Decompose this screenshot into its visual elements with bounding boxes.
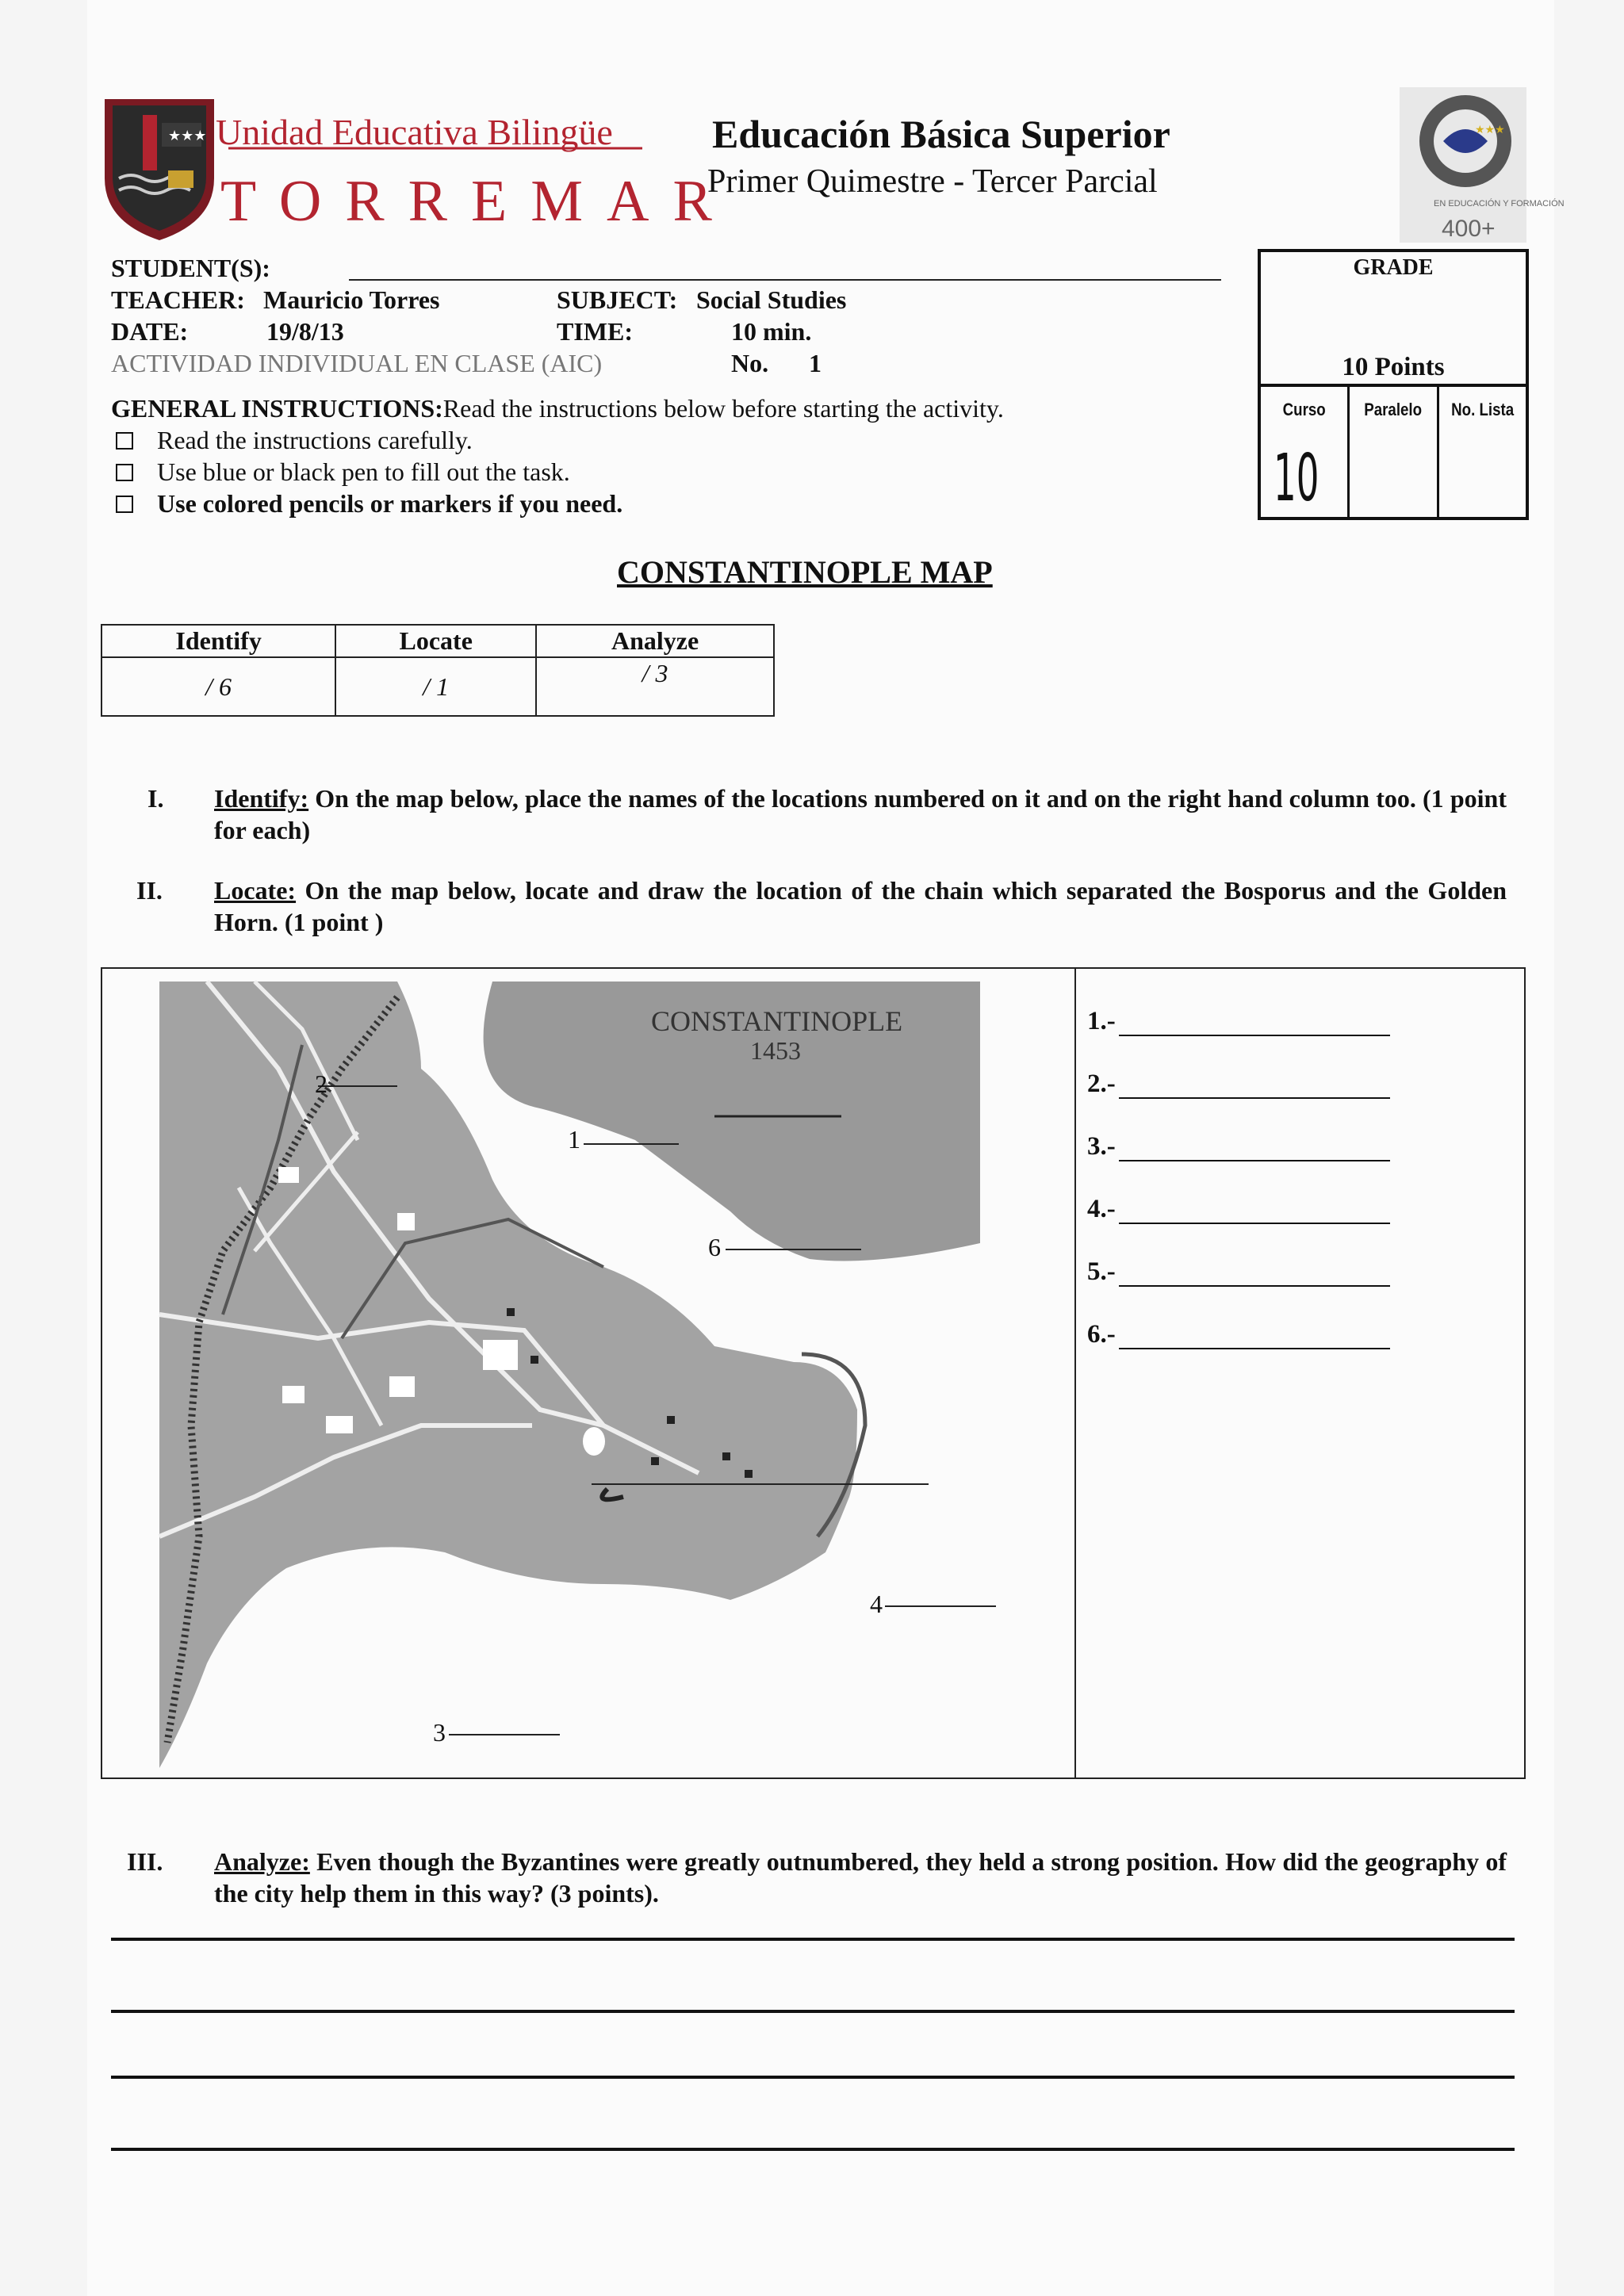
lista-cell[interactable] bbox=[1439, 384, 1526, 520]
question-text: On the map below, place the names of the locations numbered on it and on the right hand column too. (1 point for each) bbox=[214, 784, 1507, 844]
grade-label: GRADE bbox=[1353, 255, 1434, 280]
answer-line[interactable] bbox=[1087, 1195, 1390, 1224]
grade-box bbox=[1258, 249, 1529, 520]
date-label: DATE: bbox=[111, 317, 189, 346]
answer-writing-line[interactable] bbox=[111, 2010, 1515, 2013]
cert-text: EN EDUCACIÓN Y FORMACIÓN bbox=[1434, 199, 1565, 209]
question-text: Even though the Byzantines were greatly outnumbered, they held a strong position. How did the geography of the city help them in this way? (3 points). bbox=[214, 1847, 1507, 1908]
instruction-item bbox=[116, 457, 570, 487]
curso-label: Curso bbox=[1282, 400, 1326, 419]
answer-number: 3.- bbox=[1087, 1132, 1116, 1161]
page-title: Educación Básica Superior bbox=[712, 112, 1170, 156]
question-number: II. bbox=[136, 876, 163, 905]
checkbox-icon[interactable] bbox=[116, 464, 133, 481]
constantinople-map[interactable] bbox=[159, 982, 984, 1768]
score-cell[interactable]: / 6 bbox=[102, 657, 335, 716]
instructions-intro: Read the instructions below before starting the activity. bbox=[442, 394, 1004, 423]
cert-number: 400+ bbox=[1442, 216, 1496, 242]
instruction-item bbox=[116, 426, 473, 455]
svg-text:★★★: ★★★ bbox=[1475, 124, 1505, 136]
question-number: III. bbox=[127, 1847, 163, 1876]
teacher-value: Mauricio Torres bbox=[263, 285, 440, 314]
answer-line[interactable] bbox=[1087, 1320, 1390, 1349]
answer-number: 2.- bbox=[1087, 1070, 1116, 1098]
checkbox-icon[interactable] bbox=[116, 496, 133, 513]
student-name-field[interactable] bbox=[349, 279, 1221, 281]
paralelo-cell[interactable] bbox=[1350, 384, 1438, 520]
question-keyword: Identify: bbox=[214, 784, 309, 813]
question-keyword: Analyze: bbox=[214, 1847, 310, 1876]
instruction-text: Use blue or black pen to fill out the task. bbox=[157, 457, 570, 486]
answer-writing-line[interactable] bbox=[111, 2076, 1515, 2079]
map-title: CONSTANTINOPLE bbox=[651, 1005, 903, 1037]
answer-line[interactable] bbox=[1087, 1132, 1390, 1161]
answer-line[interactable] bbox=[1087, 1007, 1390, 1036]
score-cell[interactable]: / 1 bbox=[335, 657, 536, 716]
subject-label: SUBJECT: bbox=[557, 285, 678, 314]
no-label: No. bbox=[731, 349, 769, 377]
map-marker: 6 bbox=[708, 1233, 721, 1261]
lista-label: No. Lista bbox=[1450, 400, 1514, 419]
instructions-heading: GENERAL INSTRUCTIONS: bbox=[111, 394, 443, 423]
answer-line[interactable] bbox=[1087, 1257, 1390, 1287]
time-value: 10 min. bbox=[731, 317, 812, 346]
page-subtitle: Primer Quimestre - Tercer Parcial bbox=[707, 163, 1158, 200]
answer-number: 5.- bbox=[1087, 1257, 1116, 1286]
score-header: Analyze bbox=[536, 625, 774, 657]
curso-cell bbox=[1261, 384, 1350, 520]
answer-writing-line[interactable] bbox=[111, 2148, 1515, 2151]
curso-value: 10 bbox=[1274, 441, 1320, 516]
answer-line[interactable] bbox=[1087, 1070, 1390, 1099]
question-identify bbox=[0, 783, 1624, 854]
score-cell[interactable]: / 3 bbox=[536, 657, 774, 716]
column-divider bbox=[1074, 969, 1076, 1777]
question-keyword: Locate: bbox=[214, 876, 297, 905]
checkbox-icon[interactable] bbox=[116, 432, 133, 450]
question-text: On the map below, locate and draw the location of the chain which separated the Bosporus and the Golden Horn. (1 point ) bbox=[214, 876, 1507, 936]
paralelo-label: Paralelo bbox=[1364, 400, 1423, 419]
activity-type: ACTIVIDAD INDIVIDUAL EN CLASE (AIC) bbox=[111, 349, 603, 377]
grade-points: 10 Points bbox=[1342, 353, 1445, 381]
score-header: Identify bbox=[102, 625, 335, 657]
subject-value: Social Studies bbox=[696, 285, 847, 314]
date-value: 19/8/13 bbox=[266, 317, 344, 346]
svg-text:★★★: ★★★ bbox=[168, 128, 207, 144]
score-table bbox=[101, 624, 775, 717]
question-analyze bbox=[0, 1846, 1624, 1917]
time-label: TIME: bbox=[557, 317, 633, 346]
map-marker: 4 bbox=[870, 1590, 883, 1618]
instruction-text: Use colored pencils or markers if you need. bbox=[157, 489, 623, 518]
score-header: Locate bbox=[335, 625, 536, 657]
map-marker: 3 bbox=[433, 1718, 446, 1747]
instruction-item bbox=[116, 489, 622, 519]
worksheet-title: CONSTANTINOPLE MAP bbox=[617, 554, 993, 590]
no-value: 1 bbox=[809, 349, 822, 377]
answer-number: 1.- bbox=[1087, 1007, 1116, 1035]
answer-writing-line[interactable] bbox=[111, 1938, 1515, 1941]
teacher-label: TEACHER: bbox=[111, 285, 245, 314]
answer-number: 4.- bbox=[1087, 1195, 1116, 1223]
answer-number: 6.- bbox=[1087, 1320, 1116, 1349]
question-locate bbox=[0, 874, 1624, 946]
question-number: I. bbox=[147, 784, 164, 813]
map-year: 1453 bbox=[750, 1036, 801, 1065]
map-marker: 2 bbox=[315, 1070, 327, 1098]
certification-logo bbox=[1396, 86, 1565, 244]
general-instructions bbox=[111, 394, 1004, 423]
map-marker: 1 bbox=[568, 1125, 580, 1154]
instruction-text: Read the instructions carefully. bbox=[157, 426, 473, 454]
student-label: STUDENT(S): bbox=[111, 254, 270, 282]
school-name: Unidad Educativa Bilingüe bbox=[216, 112, 613, 152]
school-wordmark: TORREMAR bbox=[220, 169, 736, 234]
map-frame bbox=[101, 967, 1526, 1779]
